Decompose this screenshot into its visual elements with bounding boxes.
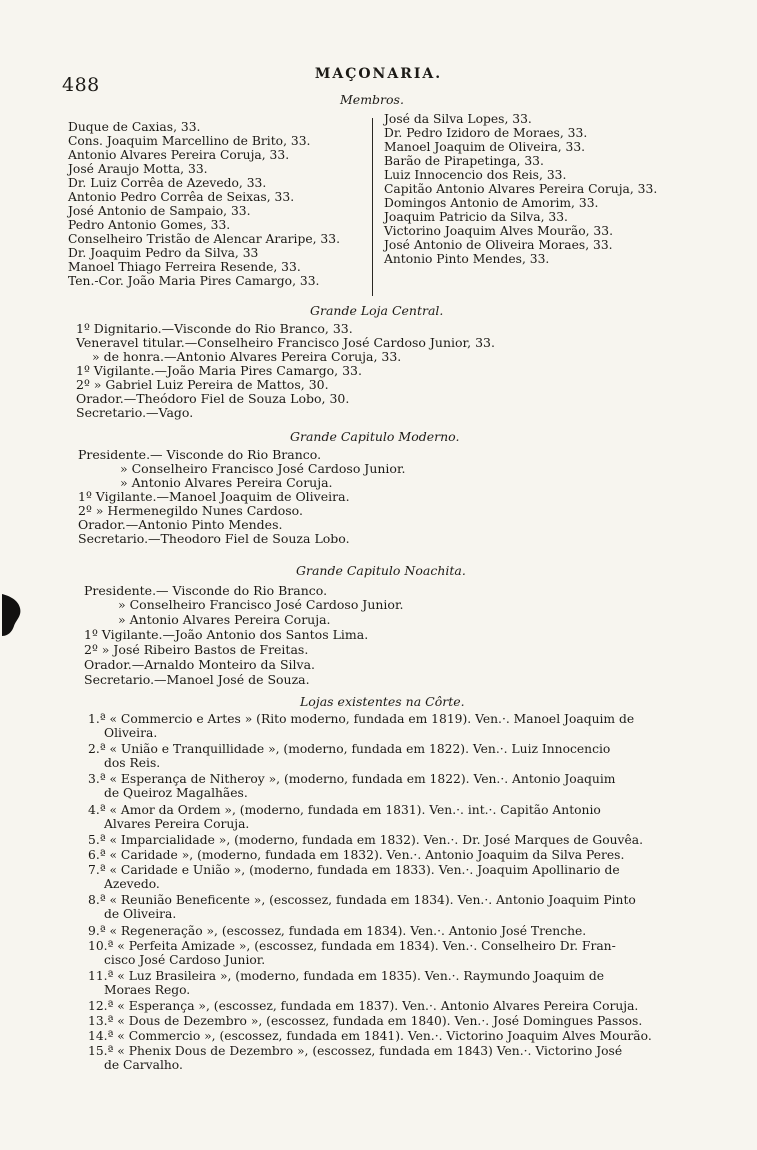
membro-right: Manoel Joaquim de Oliveira, 33. bbox=[384, 140, 586, 154]
loja-entry: 1.ª « Commercio e Artes » (Rito moderno, fundada em 1819). Ven.·. Manoel Joaquim de bbox=[88, 712, 635, 726]
column-divider bbox=[372, 118, 373, 296]
capitulo-noachita-line: Orador.—Arnaldo Monteiro da Silva. bbox=[84, 657, 316, 672]
capitulo-noachita-line: » Antonio Alvares Pereira Coruja. bbox=[118, 612, 331, 627]
loja-entry: 9.ª « Regeneração », (escossez, fundada em 1834). Ven.·. Antonio José Trenche. bbox=[88, 924, 587, 938]
capitulo-noachita-heading: Grande Capitulo Noachita. bbox=[296, 563, 466, 578]
grande-loja-line: 2º » Gabriel Luiz Pereira de Mattos, 30. bbox=[76, 377, 329, 392]
loja-entry-cont: de Oliveira. bbox=[104, 907, 177, 921]
loja-entry: 13.ª « Dous de Dezembro », (escossez, fundada em 1840). Ven.·. José Domingues Passos. bbox=[88, 1014, 643, 1028]
membro-right: Luiz Innocencio dos Reis, 33. bbox=[384, 168, 567, 182]
capitulo-moderno-line: 1º Vigilante.—Manoel Joaquim de Oliveira. bbox=[78, 489, 350, 504]
loja-entry-cont: Oliveira. bbox=[104, 726, 158, 740]
membro-right: Capitão Antonio Alvares Pereira Coruja, 33. bbox=[384, 182, 658, 196]
capitulo-moderno-line: Presidente.— Visconde do Rio Branco. bbox=[78, 447, 322, 462]
membro-left: Manoel Thiago Ferreira Resende, 33. bbox=[68, 260, 301, 274]
loja-entry-cont: cisco José Cardoso Junior. bbox=[104, 953, 266, 967]
loja-entry: 2.ª « União e Tranquillidade », (moderno, fundada em 1822). Ven.·. Luiz Innocencio bbox=[88, 742, 611, 756]
capitulo-moderno-line: » Antonio Alvares Pereira Coruja. bbox=[120, 475, 333, 490]
loja-entry-cont: dos Reis. bbox=[104, 756, 161, 770]
lojas-heading: Lojas existentes na Côrte. bbox=[300, 694, 465, 709]
loja-entry: 14.ª « Commercio », (escossez, fundada em 1841). Ven.·. Victorino Joaquim Alves Mourão. bbox=[88, 1029, 652, 1043]
membro-right: Barão de Pirapetinga, 33. bbox=[384, 154, 544, 168]
membro-right: José da Silva Lopes, 33. bbox=[384, 112, 532, 126]
loja-entry-cont: Alvares Pereira Coruja. bbox=[104, 817, 250, 831]
membro-right: Dr. Pedro Izidoro de Moraes, 33. bbox=[384, 126, 588, 140]
loja-entry: 15.ª « Phenix Dous de Dezembro », (escossez, fundada em 1843) Ven.·. Victorino José bbox=[88, 1044, 623, 1058]
loja-entry-cont: de Queiroz Magalhães. bbox=[104, 786, 248, 800]
membro-left: José Araujo Motta, 33. bbox=[68, 162, 208, 176]
membro-right: Antonio Pinto Mendes, 33. bbox=[384, 252, 550, 266]
capitulo-noachita-line: » Conselheiro Francisco José Cardoso Junior. bbox=[118, 597, 404, 612]
loja-entry-cont: Moraes Rego. bbox=[104, 983, 191, 997]
ink-blot-decoration bbox=[0, 590, 24, 640]
membro-left: Antonio Alvares Pereira Coruja, 33. bbox=[68, 148, 290, 162]
loja-entry: 10.ª « Perfeita Amizade », (escossez, fundada em 1834). Ven.·. Conselheiro Dr. Fran- bbox=[88, 939, 616, 953]
membro-left: Dr. Joaquim Pedro da Silva, 33 bbox=[68, 246, 259, 260]
loja-entry-cont: de Carvalho. bbox=[104, 1058, 183, 1072]
loja-entry: 11.ª « Luz Brasileira », (moderno, fundada em 1835). Ven.·. Raymundo Joaquim de bbox=[88, 969, 604, 983]
loja-entry-cont: Azevedo. bbox=[104, 877, 160, 891]
capitulo-noachita-line: 2º » José Ribeiro Bastos de Freitas. bbox=[84, 642, 309, 657]
membro-left: Cons. Joaquim Marcellino de Brito, 33. bbox=[68, 134, 311, 148]
capitulo-moderno-line: Orador.—Antonio Pinto Mendes. bbox=[78, 517, 283, 532]
loja-entry: 12.ª « Esperança », (escossez, fundada em 1837). Ven.·. Antonio Alvares Pereira Coruja. bbox=[88, 999, 639, 1013]
page-number: 488 bbox=[62, 74, 100, 96]
grande-loja-heading: Grande Loja Central. bbox=[310, 303, 444, 318]
membro-right: Joaquim Patricio da Silva, 33. bbox=[384, 210, 568, 224]
membro-right: José Antonio de Oliveira Moraes, 33. bbox=[384, 238, 613, 252]
capitulo-noachita-line: 1º Vigilante.—João Antonio dos Santos Lima. bbox=[84, 627, 369, 642]
capitulo-moderno-heading: Grande Capitulo Moderno. bbox=[290, 429, 460, 444]
page-title: MAÇONARIA. bbox=[314, 66, 443, 82]
loja-entry: 7.ª « Caridade e União », (moderno, fundada em 1833). Ven.·. Joaquim Apollinario de bbox=[88, 863, 620, 877]
membro-left: Pedro Antonio Gomes, 33. bbox=[68, 218, 231, 232]
capitulo-noachita-line: Secretario.—Manoel José de Souza. bbox=[84, 672, 310, 687]
membro-left: Antonio Pedro Corrêa de Seixas, 33. bbox=[68, 190, 295, 204]
grande-loja-line: » de honra.—Antonio Alvares Pereira Coruja, 33. bbox=[92, 349, 402, 364]
membros-heading: Membros. bbox=[340, 92, 404, 107]
membro-left: Conselheiro Tristão de Alencar Araripe, 33. bbox=[68, 232, 340, 246]
loja-entry: 6.ª « Caridade », (moderno, fundada em 1832). Ven.·. Antonio Joaquim da Silva Peres. bbox=[88, 848, 625, 862]
membro-left: Dr. Luiz Corrêa de Azevedo, 33. bbox=[68, 176, 267, 190]
grande-loja-line: Veneravel titular.—Conselheiro Francisco José Cardoso Junior, 33. bbox=[76, 335, 495, 350]
grande-loja-line: Orador.—Theódoro Fiel de Souza Lobo, 30. bbox=[76, 391, 350, 406]
grande-loja-line: Secretario.—Vago. bbox=[76, 405, 194, 420]
membro-left: Duque de Caxias, 33. bbox=[68, 120, 201, 134]
capitulo-noachita-line: Presidente.— Visconde do Rio Branco. bbox=[84, 583, 328, 598]
membro-right: Victorino Joaquim Alves Mourão, 33. bbox=[384, 224, 613, 238]
loja-entry: 3.ª « Esperança de Nitheroy », (moderno, fundada em 1822). Ven.·. Antonio Joaquim bbox=[88, 772, 616, 786]
loja-entry: 5.ª « Imparcialidade », (moderno, fundada em 1832). Ven.·. Dr. José Marques de Gouvêa. bbox=[88, 833, 643, 847]
capitulo-moderno-line: Secretario.—Theodoro Fiel de Souza Lobo. bbox=[78, 531, 350, 546]
membro-left: Ten.-Cor. João Maria Pires Camargo, 33. bbox=[68, 274, 320, 288]
membro-left: José Antonio de Sampaio, 33. bbox=[68, 204, 251, 218]
grande-loja-line: 1º Vigilante.—João Maria Pires Camargo, 33. bbox=[76, 363, 362, 378]
grande-loja-line: 1º Dignitario.—Visconde do Rio Branco, 33. bbox=[76, 321, 353, 336]
capitulo-moderno-line: 2º » Hermenegildo Nunes Cardoso. bbox=[78, 503, 303, 518]
membro-right: Domingos Antonio de Amorim, 33. bbox=[384, 196, 599, 210]
loja-entry: 4.ª « Amor da Ordem », (moderno, fundada em 1831). Ven.·. int.·. Capitão Antonio bbox=[88, 803, 601, 817]
loja-entry: 8.ª « Reunião Beneficente », (escossez, fundada em 1834). Ven.·. Antonio Joaquim Pinto bbox=[88, 893, 636, 907]
capitulo-moderno-line: » Conselheiro Francisco José Cardoso Junior. bbox=[120, 461, 406, 476]
